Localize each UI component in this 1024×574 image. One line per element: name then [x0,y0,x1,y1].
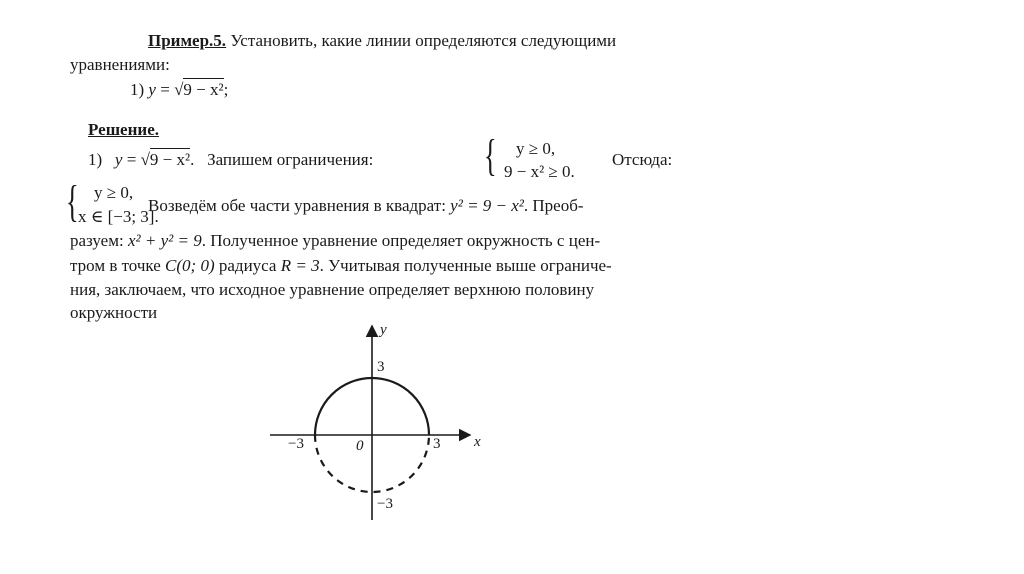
task-text-a: Установить, какие линии определяются следующими [230,31,617,50]
solution-line-2: Возведём обе части уравнения в квадрат: y² = 9 − x². Преоб- [148,196,584,215]
task-item-1: 1) y = √9 − x²; [130,80,229,99]
system-1-b: 9 − x² ≥ 0. [504,162,575,181]
origin-label: 0 [356,438,364,454]
solution-heading: Решение. [88,120,159,139]
solution-line-4: тром в точке C(0; 0) радиуса R = 3. Учитывая полученные выше ограниче- [70,256,612,275]
solution-line-1-end: Отсюда: [612,150,673,169]
task-text-b: уравнениями: [70,55,170,74]
system-1-a: y ≥ 0, [516,139,556,158]
y-axis-label: y [380,322,387,338]
system-1-brace: { [484,131,497,180]
circle-graph [260,318,500,524]
item-radicand: 9 − x² [183,80,224,99]
example-title-line [148,31,616,51]
x-pos-label: 3 [433,436,441,452]
y-neg-label: −3 [377,496,393,512]
solution-line-5: ния, заключаем, что исходное уравнение определяет верхнюю половину [70,280,595,299]
system-2-a: y ≥ 0, [94,183,134,202]
x-neg-label: −3 [288,436,304,452]
system-2-b: x ∈ [−3; 3]. [78,207,159,226]
solution-line-1: 1) y = √9 − x². Запишем ограничения: [88,150,374,169]
system-2-brace: { [66,177,79,226]
y-pos-label: 3 [377,359,385,375]
example-label: Пример.5. [148,31,227,50]
x-axis-label: x [474,434,481,450]
solution-line-3: разуем: x² + y² = 9. Полученное уравнение определяет окружность с цен- [70,231,601,250]
solution-line-6: окружности [70,303,158,322]
